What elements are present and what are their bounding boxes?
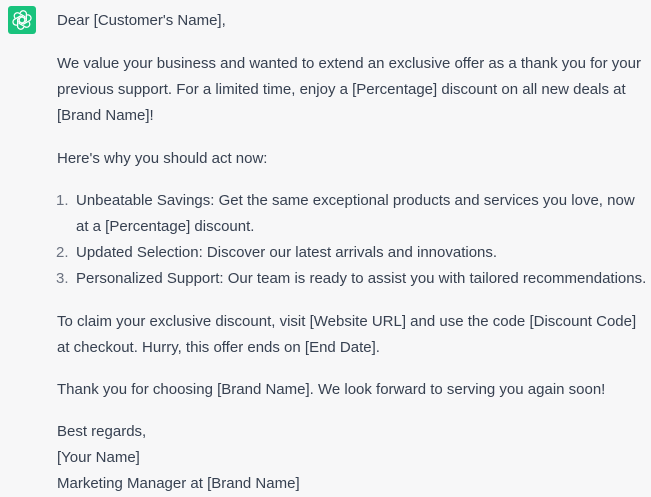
list-item-text: Unbeatable Savings: Get the same exceptional products and services you love, now at a [Percentage] discount. [76, 192, 635, 235]
list-item [57, 266, 647, 292]
signoff-closing: Best regards, [57, 423, 147, 440]
message-content [57, 8, 647, 497]
claim-paragraph: To claim your exclusive discount, visit [Website URL] and use the code [Discount Code] at checkout. Hurry, this offer ends on [End Date]. [57, 313, 637, 356]
signoff-title: Marketing Manager at [Brand Name] [57, 475, 300, 492]
list-item [57, 240, 647, 266]
signoff-name: [Your Name] [57, 449, 140, 466]
thanks-paragraph: Thank you for choosing [Brand Name]. We look forward to serving you again soon! [57, 381, 606, 398]
list-number: 1. [56, 192, 69, 209]
list-number: 2. [56, 244, 69, 261]
list-item-text: Personalized Support: Our team is ready to assist you with tailored recommendations. [76, 270, 647, 287]
list-item-text: Updated Selection: Discover our latest arrivals and innovations. [76, 244, 498, 261]
reasons-list [57, 188, 647, 292]
list-item [57, 188, 647, 240]
list-number: 3. [56, 270, 69, 287]
openai-logo-icon [12, 10, 32, 30]
assistant-avatar [8, 6, 36, 34]
greeting: Dear [Customer's Name], [57, 12, 226, 29]
intro-paragraph: We value your business and wanted to extend an exclusive offer as a thank you for your previous support. For a limited time, enjoy a [Percentage] discount on all new deals at [Brand Name]! [57, 55, 641, 124]
why-heading: Here's why you should act now: [57, 150, 268, 167]
signoff-block [57, 419, 647, 497]
